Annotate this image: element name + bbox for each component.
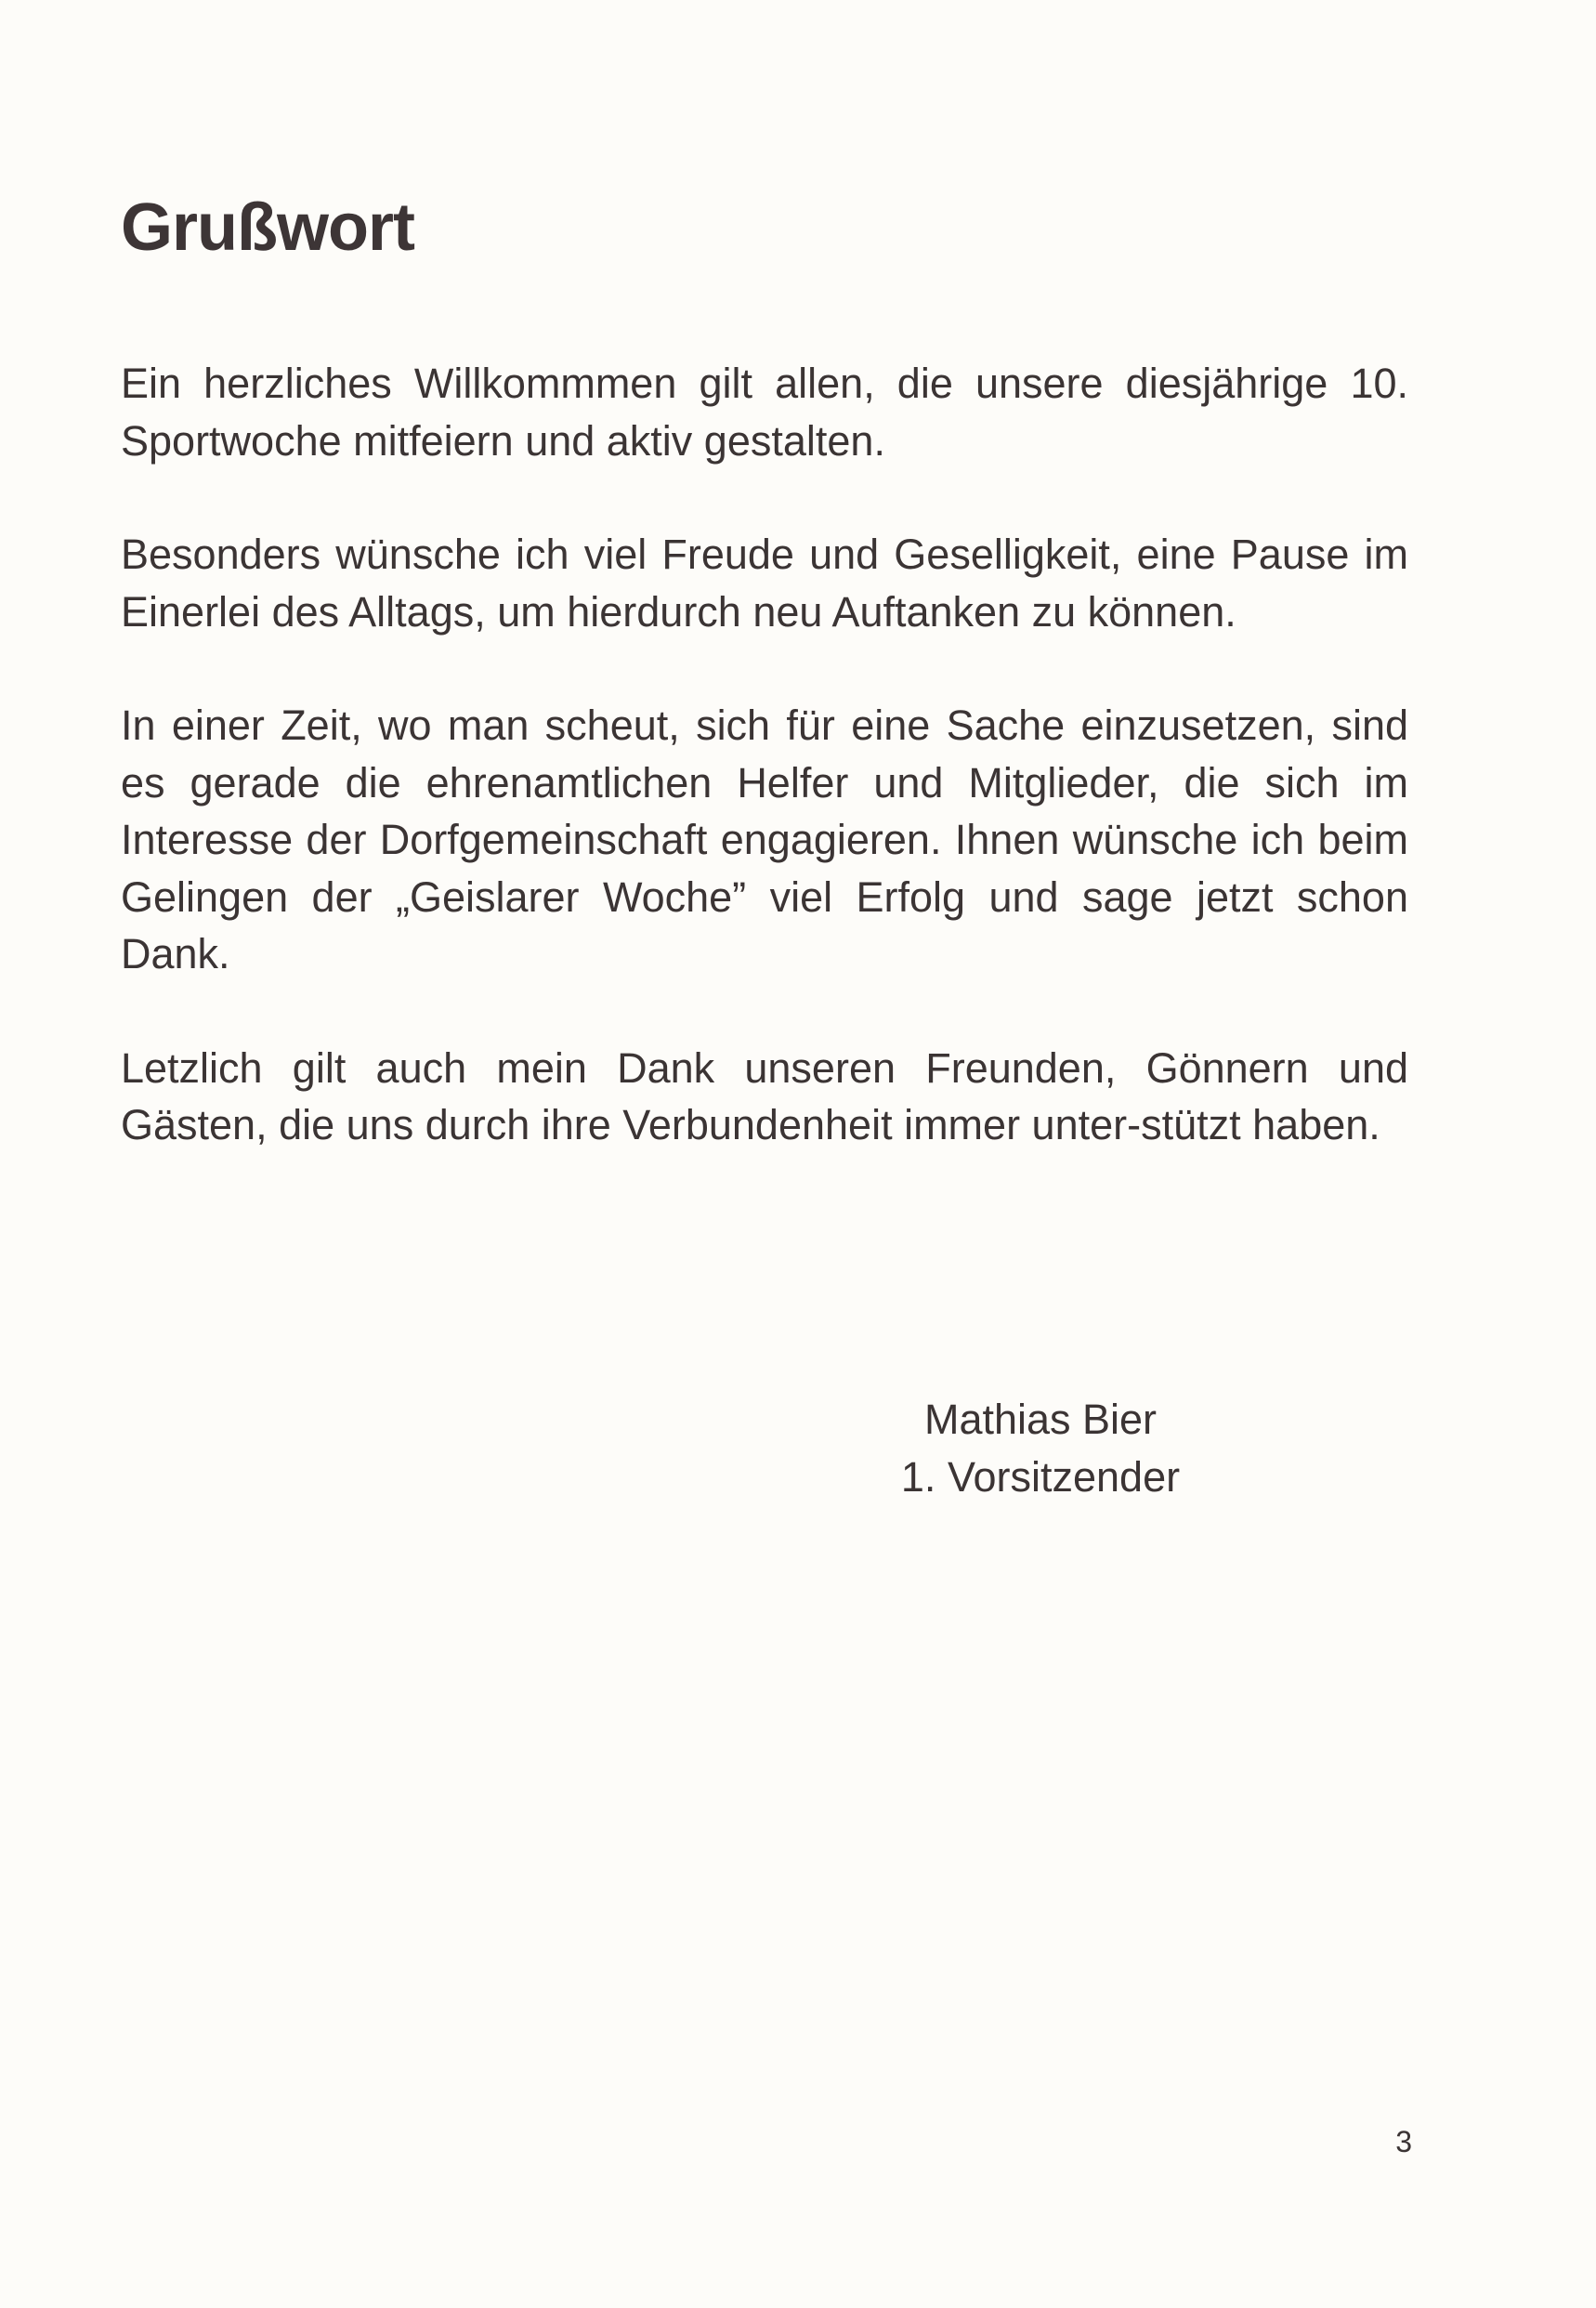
page-title: Grußwort <box>121 190 414 265</box>
signature-block <box>836 1391 1245 1506</box>
signature-role: 1. Vorsitzender <box>900 1453 1181 1501</box>
body-text <box>121 355 1408 1211</box>
paragraph-welcome: Ein herzliches Willkommmen gilt allen, die unsere diesjährige 10. Sportwoche mitfeiern und aktiv gestalten. <box>121 360 1408 465</box>
signature-name: Mathias Bier <box>923 1396 1158 1443</box>
paragraph-thanks: Letzlich gilt auch mein Dank unseren Freunden, Gönnern und Gästen, die uns durch ihre Verbundenheit immer unter-stützt haben. <box>121 1043 1408 1148</box>
paragraph-wishes: Besonders wünsche ich viel Freude und Geselligkeit, eine Pause im Einerlei des Alltags, um hierdurch neu Auftanken zu können. <box>121 531 1408 636</box>
page-number: 3 <box>1395 2125 1412 2158</box>
paragraph-volunteers: In einer Zeit, wo man scheut, sich für eine Sache einzusetzen, sind es gerade die ehrenamtlichen Helfer und Mitglieder, die sich im Interesse der Dorfgemeinschaft engagieren. Ihnen wünsche ich beim Gelingen der „Geislarer Woche” viel Erfolg und sage jetzt schon Dank. <box>121 702 1408 977</box>
